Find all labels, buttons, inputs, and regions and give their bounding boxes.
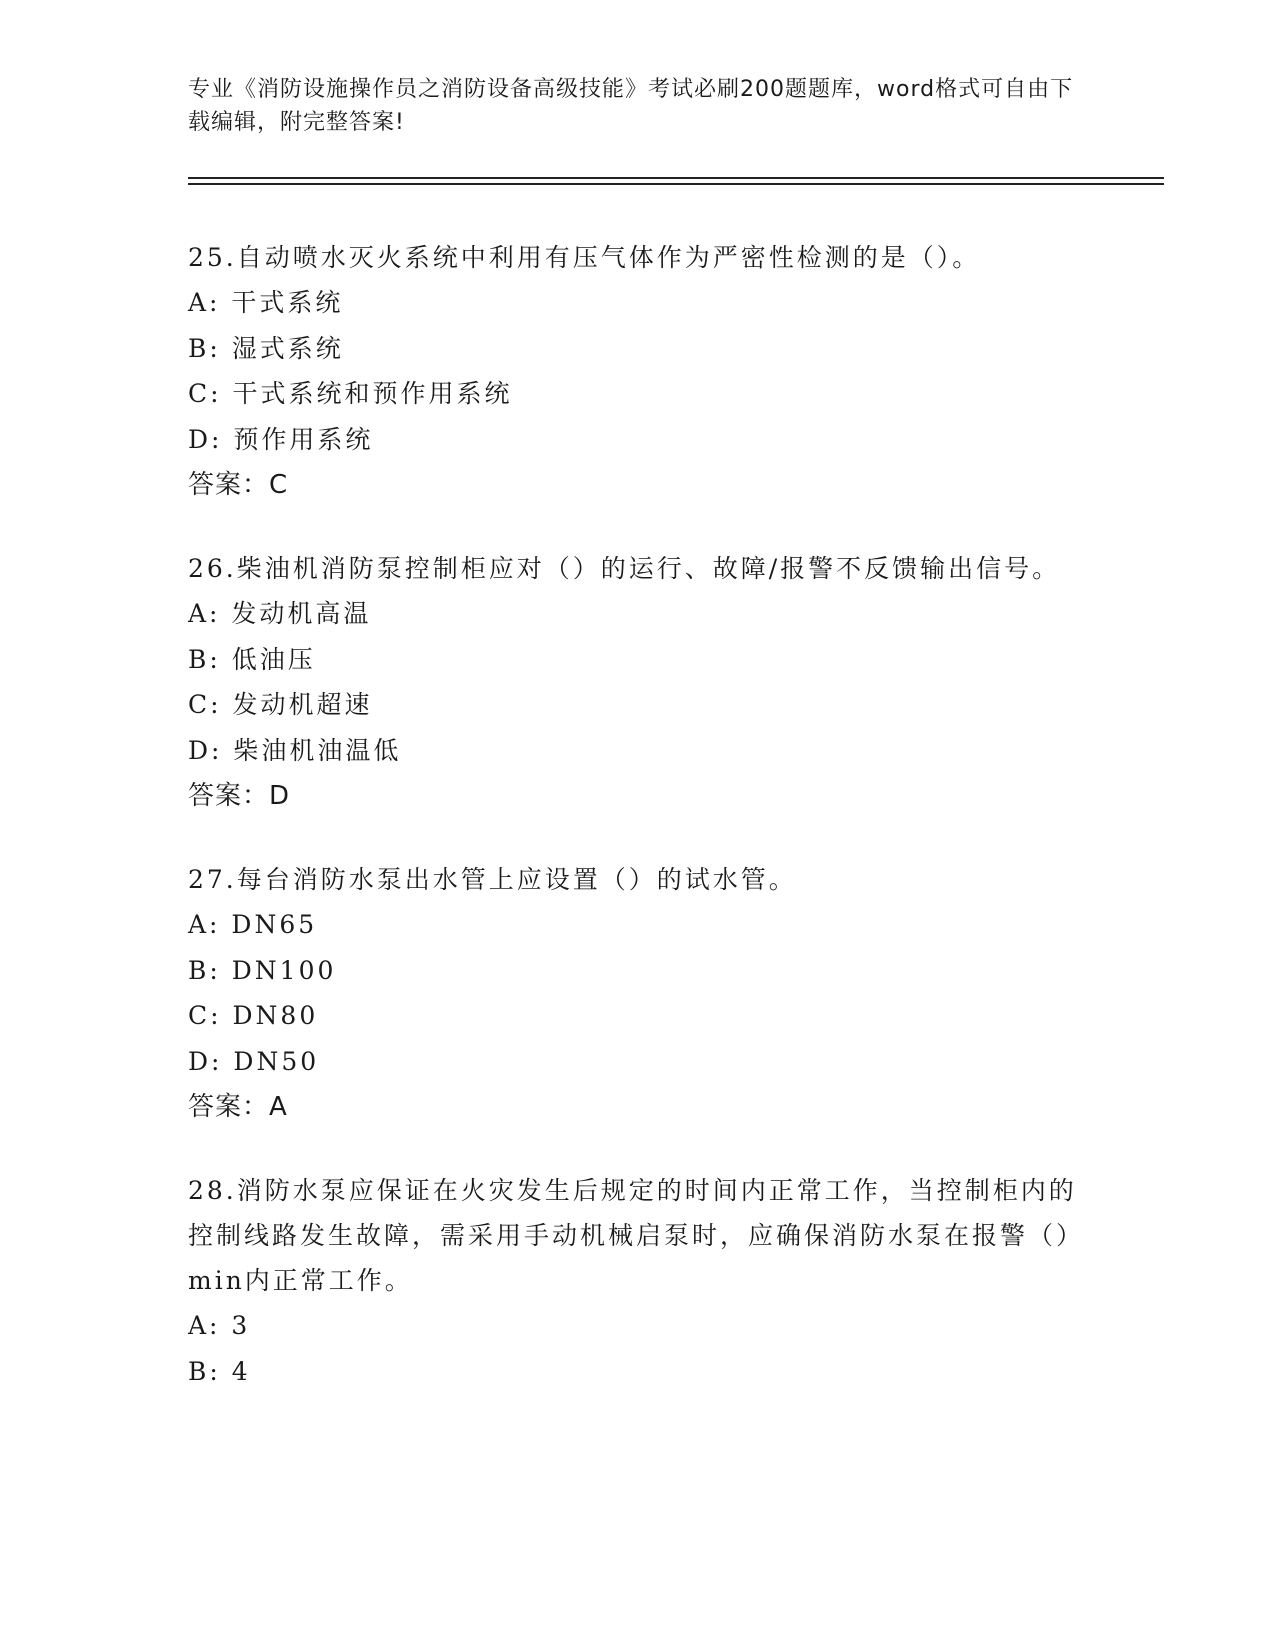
option-b: B: 4: [188, 1356, 251, 1386]
question-27: [188, 857, 1088, 1130]
question-28: [188, 1168, 1088, 1394]
option-c: C: 干式系统和预作用系统: [188, 379, 513, 408]
answer: 答案：D: [188, 781, 291, 811]
option-c: C: DN80: [188, 1001, 319, 1030]
answer: 答案：A: [188, 1092, 288, 1122]
header-divider-top: [188, 177, 1164, 179]
question-text: 28.消防水泵应保证在火灾发生后规定的时间内正常工作，当控制柜内的控制线路发生故障，需采用手动机械启泵时，应确保消防水泵在报警（）min内正常工作。: [188, 1176, 1085, 1295]
option-b: B: DN100: [188, 955, 337, 985]
option-d: D: DN50: [188, 1046, 320, 1076]
option-c: C: 发动机超速: [188, 690, 373, 719]
header-divider-bottom: [188, 183, 1164, 185]
option-a: A: 发动机高温: [188, 599, 372, 628]
question-26: [188, 546, 1088, 819]
option-a: A: 3: [188, 1311, 251, 1340]
question-25: [188, 235, 1088, 508]
option-b: B: 低油压: [188, 644, 316, 674]
option-a: A: 干式系统: [188, 288, 344, 317]
question-text: 25.自动喷水灭火系统中利用有压气体作为严密性检测的是（）。: [188, 243, 981, 272]
option-b: B: 湿式系统: [188, 333, 344, 363]
option-a: A: DN65: [188, 910, 318, 939]
document-header: 专业《消防设施操作员之消防设备高级技能》考试必刷200题题库，word格式可自由下载编辑，附完整答案!: [188, 77, 1074, 135]
question-text: 26.柴油机消防泵控制柜应对（）的运行、故障/报警不反馈输出信号。: [188, 554, 1061, 583]
option-d: D: 预作用系统: [188, 424, 374, 454]
question-list: [188, 235, 1088, 1432]
question-text: 27.每台消防水泵出水管上应设置（）的试水管。: [188, 865, 797, 894]
answer: 答案：C: [188, 470, 289, 500]
option-d: D: 柴油机油温低: [188, 735, 402, 765]
